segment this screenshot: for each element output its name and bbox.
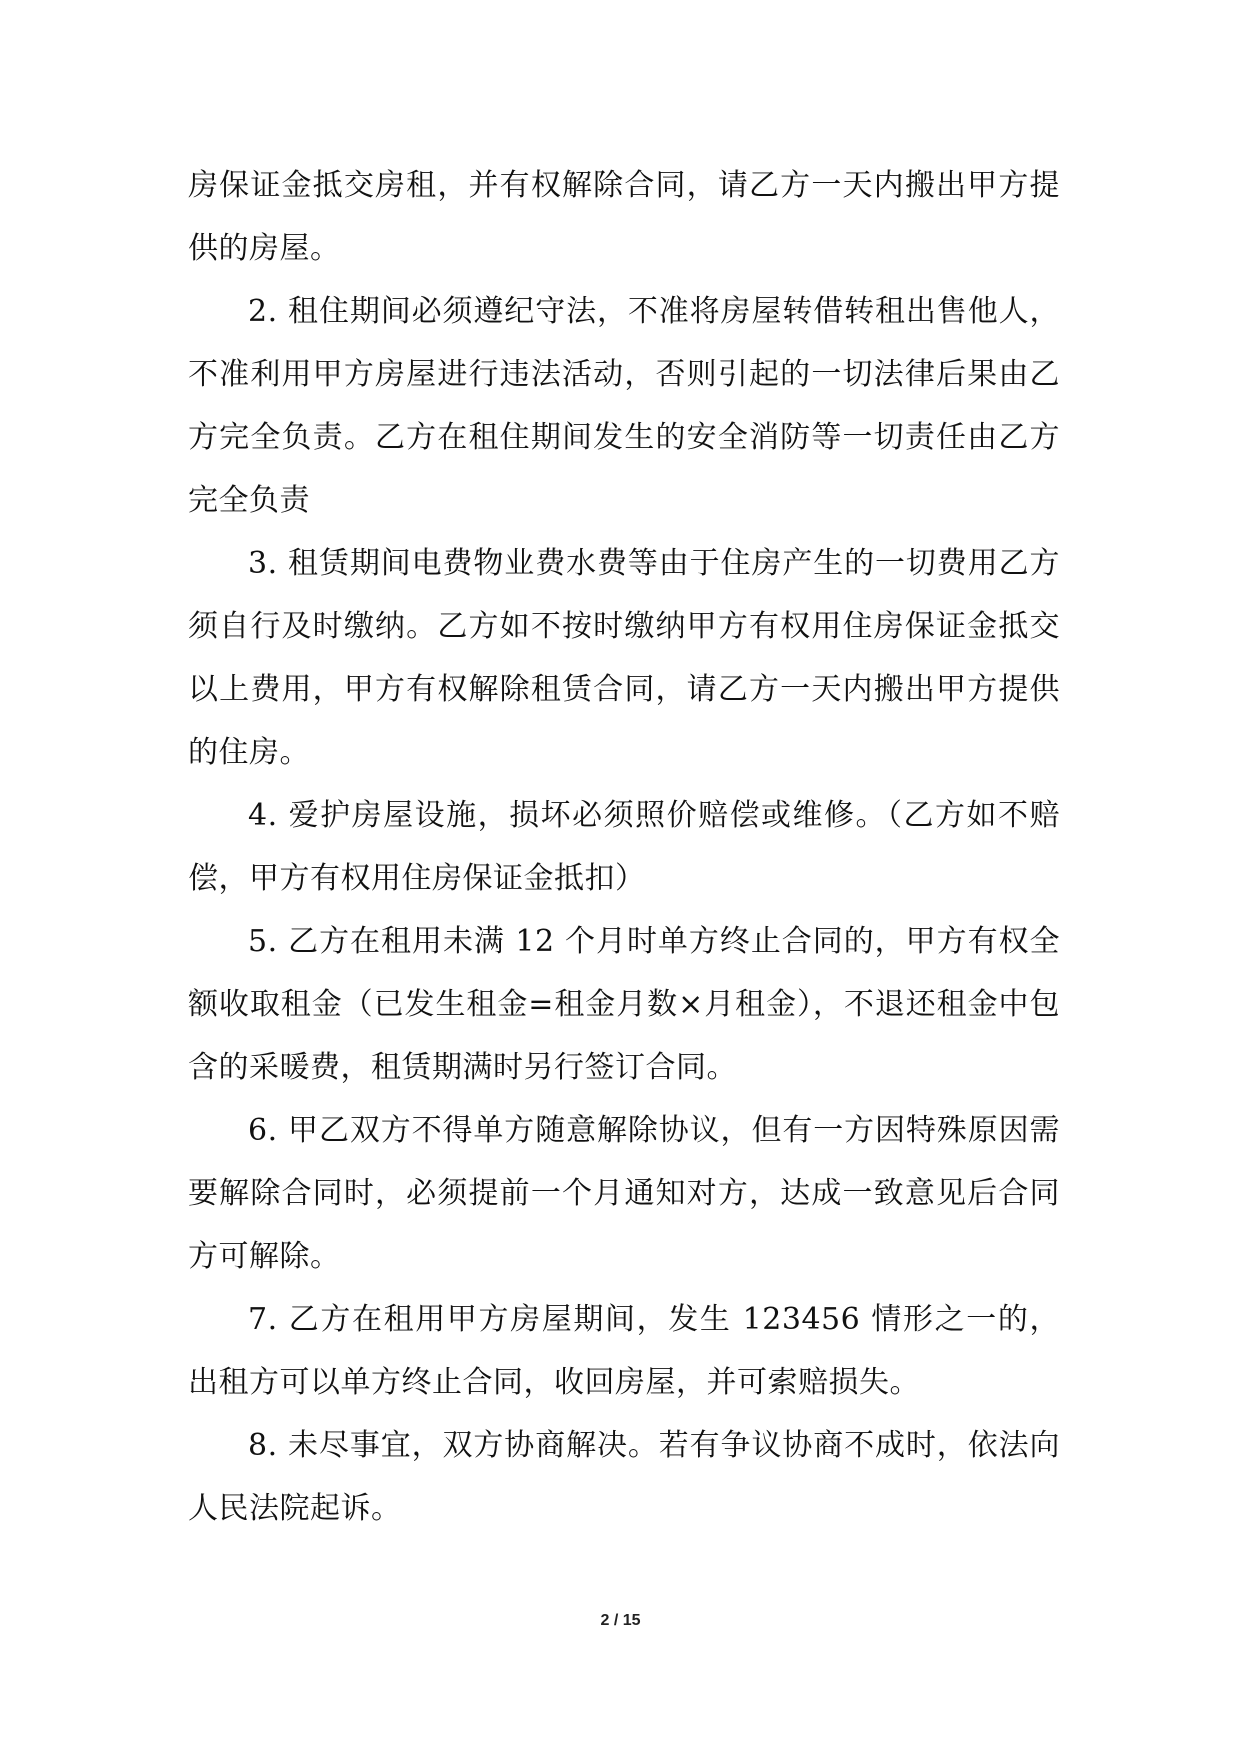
clause-5: 5. 乙方在租用未满 12 个月时单方终止合同的，甲方有权全额收取租金（已发生租金=租金月数×月租金），不退还租金中包含的采暖费，租赁期满时另行签订合同。 (188, 924, 1060, 1085)
clause-3: 3. 租赁期间电费物业费水费等由于住房产生的一切费用乙方须自行及时缴纳。乙方如不按时缴纳甲方有权用住房保证金抵交以上费用，甲方有权解除租赁合同，请乙方一天内搬出甲方提供的住房。 (188, 546, 1060, 770)
paragraph-continuation: 房保证金抵交房租，并有权解除合同，请乙方一天内搬出甲方提供的房屋。 (188, 168, 1060, 266)
clause-7: 7. 乙方在租用甲方房屋期间，发生 123456 情形之一的，出租方可以单方终止合同，收回房屋，并可索赔损失。 (188, 1302, 1060, 1400)
clause-4: 4. 爱护房屋设施，损坏必须照价赔偿或维修。（乙方如不赔偿，甲方有权用住房保证金抵扣） (188, 798, 1060, 896)
clause-6: 6. 甲乙双方不得单方随意解除协议，但有一方因特殊原因需要解除合同时，必须提前一个月通知对方，达成一致意见后合同方可解除。 (188, 1113, 1060, 1274)
clause-8: 8. 未尽事宜，双方协商解决。若有争议协商不成时，依法向人民法院起诉。 (188, 1428, 1060, 1526)
page-number: 2 / 15 (600, 1612, 641, 1629)
document-body (188, 154, 1060, 1540)
clause-2: 2. 租住期间必须遵纪守法，不准将房屋转借转租出售他人，不准利用甲方房屋进行违法活动，否则引起的一切法律后果由乙方完全负责。乙方在租住期间发生的安全消防等一切责任由乙方完全负责 (188, 294, 1060, 518)
